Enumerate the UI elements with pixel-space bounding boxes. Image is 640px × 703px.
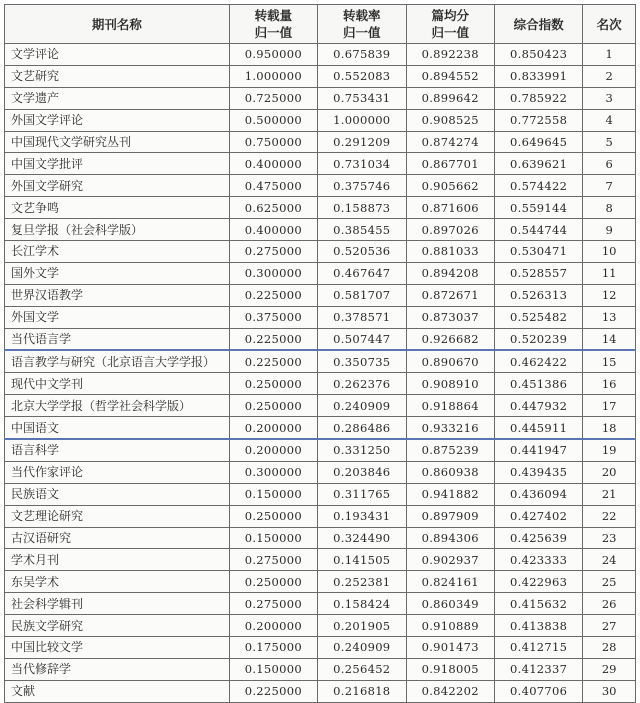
journal-ranking-document — [4, 4, 636, 703]
journal-name-cell: 民族语文 — [5, 483, 230, 505]
table-row — [5, 306, 636, 328]
table-row — [5, 109, 636, 131]
reprint-rate-cell: 1.000000 — [318, 109, 406, 131]
journal-name-cell: 文艺理论研究 — [5, 505, 230, 527]
composite-index-cell: 0.526313 — [494, 284, 582, 306]
rank-cell: 5 — [583, 131, 636, 153]
rank-cell: 18 — [583, 417, 636, 439]
reprint-rate-cell: 0.753431 — [318, 87, 406, 109]
header-reprint-rate-line1: 转载率 — [343, 8, 381, 23]
reprint-count-cell: 0.400000 — [229, 153, 317, 175]
avg-score-cell: 0.899642 — [406, 87, 494, 109]
table-row — [5, 284, 636, 306]
reprint-count-cell: 0.725000 — [229, 87, 317, 109]
rank-cell: 21 — [583, 483, 636, 505]
rank-cell: 17 — [583, 395, 636, 417]
reprint-rate-cell: 0.324490 — [318, 527, 406, 549]
avg-score-cell: 0.894306 — [406, 527, 494, 549]
reprint-count-cell: 0.500000 — [229, 109, 317, 131]
composite-index-cell: 0.525482 — [494, 306, 582, 328]
table-row — [5, 615, 636, 637]
rank-cell: 20 — [583, 461, 636, 483]
rank-cell: 14 — [583, 328, 636, 350]
reprint-count-cell: 0.150000 — [229, 658, 317, 680]
reprint-rate-cell: 0.158424 — [318, 593, 406, 615]
avg-score-cell: 0.890670 — [406, 350, 494, 372]
header-reprint-count-line2: 归一值 — [254, 25, 293, 40]
composite-index-cell: 0.422963 — [494, 571, 582, 593]
rank-cell: 6 — [583, 153, 636, 175]
journal-name-cell: 长江学术 — [5, 241, 230, 263]
avg-score-cell: 0.918005 — [406, 658, 494, 680]
table-row — [5, 241, 636, 263]
composite-index-cell: 0.559144 — [494, 197, 582, 219]
table-row — [5, 483, 636, 505]
journal-name-cell: 文艺争鸣 — [5, 197, 230, 219]
reprint-count-cell: 0.225000 — [229, 284, 317, 306]
rank-cell: 19 — [583, 439, 636, 461]
journal-name-cell: 复旦学报（社会科学版） — [5, 219, 230, 241]
journal-name-cell: 中国文学批评 — [5, 153, 230, 175]
avg-score-cell: 0.875239 — [406, 439, 494, 461]
composite-index-cell: 0.427402 — [494, 505, 582, 527]
composite-index-cell: 0.574422 — [494, 175, 582, 197]
journal-name-cell: 社会科学辑刊 — [5, 593, 230, 615]
header-reprint-count — [229, 5, 317, 44]
table-row — [5, 680, 636, 702]
avg-score-cell: 0.860349 — [406, 593, 494, 615]
journal-name-cell: 古汉语研究 — [5, 527, 230, 549]
rank-cell: 15 — [583, 350, 636, 372]
reprint-count-cell: 0.750000 — [229, 131, 317, 153]
avg-score-cell: 0.908910 — [406, 373, 494, 395]
rank-cell: 13 — [583, 306, 636, 328]
journal-name-cell: 北京大学学报（哲学社会科学版） — [5, 395, 230, 417]
table-row — [5, 44, 636, 66]
table-row — [5, 219, 636, 241]
composite-index-cell: 0.413838 — [494, 615, 582, 637]
table-row — [5, 131, 636, 153]
header-reprint-rate — [318, 5, 406, 44]
reprint-count-cell: 0.250000 — [229, 373, 317, 395]
journal-name-cell: 当代作家评论 — [5, 461, 230, 483]
reprint-count-cell: 0.225000 — [229, 328, 317, 350]
rank-cell: 11 — [583, 262, 636, 284]
reprint-rate-cell: 0.141505 — [318, 549, 406, 571]
header-reprint-rate-line2: 归一值 — [343, 25, 381, 40]
rank-cell: 3 — [583, 87, 636, 109]
journal-name-cell: 文学遗产 — [5, 87, 230, 109]
table-row — [5, 439, 636, 461]
journal-name-cell: 语言教学与研究（北京语言大学学报） — [5, 350, 230, 372]
header-row — [5, 5, 636, 44]
table-row — [5, 175, 636, 197]
reprint-rate-cell: 0.201905 — [318, 615, 406, 637]
reprint-rate-cell: 0.286486 — [318, 417, 406, 439]
composite-index-cell: 0.439435 — [494, 461, 582, 483]
composite-index-cell: 0.436094 — [494, 483, 582, 505]
avg-score-cell: 0.908525 — [406, 109, 494, 131]
reprint-count-cell: 0.275000 — [229, 593, 317, 615]
rank-cell: 26 — [583, 593, 636, 615]
avg-score-cell: 0.892238 — [406, 44, 494, 66]
table-row — [5, 87, 636, 109]
rank-cell: 25 — [583, 571, 636, 593]
reprint-rate-cell: 0.385455 — [318, 219, 406, 241]
rank-cell: 28 — [583, 637, 636, 659]
table-row — [5, 417, 636, 439]
reprint-rate-cell: 0.507447 — [318, 328, 406, 350]
table-row — [5, 153, 636, 175]
reprint-rate-cell: 0.252381 — [318, 571, 406, 593]
composite-index-cell: 0.441947 — [494, 439, 582, 461]
composite-index-cell: 0.462422 — [494, 350, 582, 372]
reprint-count-cell: 0.625000 — [229, 197, 317, 219]
table-row — [5, 373, 636, 395]
avg-score-cell: 0.842202 — [406, 680, 494, 702]
reprint-rate-cell: 0.731034 — [318, 153, 406, 175]
composite-index-cell: 0.425639 — [494, 527, 582, 549]
reprint-count-cell: 0.300000 — [229, 262, 317, 284]
journal-name-cell: 中国比较文学 — [5, 637, 230, 659]
reprint-rate-cell: 0.240909 — [318, 395, 406, 417]
journal-name-cell: 东吴学术 — [5, 571, 230, 593]
journal-ranking-table — [4, 4, 636, 703]
rank-cell: 12 — [583, 284, 636, 306]
reprint-rate-cell: 0.256452 — [318, 658, 406, 680]
table-row — [5, 461, 636, 483]
avg-score-cell: 0.910889 — [406, 615, 494, 637]
journal-name-cell: 当代修辞学 — [5, 658, 230, 680]
journal-name-cell: 文献 — [5, 680, 230, 702]
reprint-count-cell: 0.150000 — [229, 483, 317, 505]
composite-index-cell: 0.520239 — [494, 328, 582, 350]
rank-cell: 23 — [583, 527, 636, 549]
table-row — [5, 262, 636, 284]
table-row — [5, 350, 636, 372]
table-row — [5, 658, 636, 680]
reprint-rate-cell: 0.291209 — [318, 131, 406, 153]
header-avg-score — [406, 5, 494, 44]
avg-score-cell: 0.918864 — [406, 395, 494, 417]
avg-score-cell: 0.824161 — [406, 571, 494, 593]
composite-index-cell: 0.407706 — [494, 680, 582, 702]
table-row — [5, 571, 636, 593]
rank-cell: 2 — [583, 65, 636, 87]
rank-cell: 22 — [583, 505, 636, 527]
reprint-count-cell: 0.250000 — [229, 395, 317, 417]
avg-score-cell: 0.897909 — [406, 505, 494, 527]
rank-cell: 8 — [583, 197, 636, 219]
reprint-rate-cell: 0.193431 — [318, 505, 406, 527]
reprint-rate-cell: 0.520536 — [318, 241, 406, 263]
avg-score-cell: 0.941882 — [406, 483, 494, 505]
journal-name-cell: 现代中文学刊 — [5, 373, 230, 395]
reprint-count-cell: 0.400000 — [229, 219, 317, 241]
reprint-count-cell: 0.475000 — [229, 175, 317, 197]
rank-cell: 1 — [583, 44, 636, 66]
table-row — [5, 593, 636, 615]
avg-score-cell: 0.894208 — [406, 262, 494, 284]
journal-name-cell: 民族文学研究 — [5, 615, 230, 637]
reprint-count-cell: 0.175000 — [229, 637, 317, 659]
composite-index-cell: 0.415632 — [494, 593, 582, 615]
reprint-rate-cell: 0.203846 — [318, 461, 406, 483]
header-journal-name: 期刊名称 — [5, 5, 230, 44]
avg-score-cell: 0.897026 — [406, 219, 494, 241]
avg-score-cell: 0.867701 — [406, 153, 494, 175]
table-row — [5, 549, 636, 571]
header-composite-index: 综合指数 — [494, 5, 582, 44]
reprint-count-cell: 0.200000 — [229, 439, 317, 461]
composite-index-cell: 0.530471 — [494, 241, 582, 263]
table-row — [5, 505, 636, 527]
rank-cell: 9 — [583, 219, 636, 241]
rank-cell: 27 — [583, 615, 636, 637]
table-row — [5, 328, 636, 350]
composite-index-cell: 0.639621 — [494, 153, 582, 175]
journal-name-cell: 中国现代文学研究丛刊 — [5, 131, 230, 153]
table-body — [5, 44, 636, 703]
journal-name-cell: 世界汉语教学 — [5, 284, 230, 306]
composite-index-cell: 0.528557 — [494, 262, 582, 284]
reprint-rate-cell: 0.467647 — [318, 262, 406, 284]
header-rank: 名次 — [583, 5, 636, 44]
composite-index-cell: 0.785922 — [494, 87, 582, 109]
reprint-count-cell: 0.275000 — [229, 549, 317, 571]
composite-index-cell: 0.412337 — [494, 658, 582, 680]
journal-name-cell: 中国语文 — [5, 417, 230, 439]
header-avg-score-line1: 篇均分 — [431, 8, 469, 23]
rank-cell: 30 — [583, 680, 636, 702]
table-row — [5, 395, 636, 417]
reprint-count-cell: 0.950000 — [229, 44, 317, 66]
reprint-rate-cell: 0.158873 — [318, 197, 406, 219]
avg-score-cell: 0.902937 — [406, 549, 494, 571]
avg-score-cell: 0.905662 — [406, 175, 494, 197]
reprint-count-cell: 0.225000 — [229, 680, 317, 702]
composite-index-cell: 0.649645 — [494, 131, 582, 153]
avg-score-cell: 0.871606 — [406, 197, 494, 219]
rank-cell: 7 — [583, 175, 636, 197]
reprint-rate-cell: 0.675839 — [318, 44, 406, 66]
avg-score-cell: 0.874274 — [406, 131, 494, 153]
reprint-count-cell: 0.300000 — [229, 461, 317, 483]
journal-name-cell: 语言科学 — [5, 439, 230, 461]
composite-index-cell: 0.412715 — [494, 637, 582, 659]
composite-index-cell: 0.772558 — [494, 109, 582, 131]
reprint-rate-cell: 0.262376 — [318, 373, 406, 395]
journal-name-cell: 学术月刊 — [5, 549, 230, 571]
composite-index-cell: 0.447932 — [494, 395, 582, 417]
reprint-count-cell: 0.250000 — [229, 505, 317, 527]
reprint-rate-cell: 0.216818 — [318, 680, 406, 702]
composite-index-cell: 0.833991 — [494, 65, 582, 87]
rank-cell: 29 — [583, 658, 636, 680]
reprint-rate-cell: 0.378571 — [318, 306, 406, 328]
journal-name-cell: 外国文学评论 — [5, 109, 230, 131]
rank-cell: 24 — [583, 549, 636, 571]
avg-score-cell: 0.933216 — [406, 417, 494, 439]
journal-name-cell: 文学评论 — [5, 44, 230, 66]
composite-index-cell: 0.850423 — [494, 44, 582, 66]
composite-index-cell: 0.445911 — [494, 417, 582, 439]
reprint-rate-cell: 0.240909 — [318, 637, 406, 659]
reprint-count-cell: 1.000000 — [229, 65, 317, 87]
reprint-rate-cell: 0.350735 — [318, 350, 406, 372]
rank-cell: 16 — [583, 373, 636, 395]
reprint-count-cell: 0.150000 — [229, 527, 317, 549]
reprint-count-cell: 0.275000 — [229, 241, 317, 263]
journal-name-cell: 外国文学 — [5, 306, 230, 328]
header-avg-score-line2: 归一值 — [431, 25, 469, 40]
table-header — [5, 5, 636, 44]
journal-name-cell: 外国文学研究 — [5, 175, 230, 197]
reprint-rate-cell: 0.581707 — [318, 284, 406, 306]
reprint-count-cell: 0.200000 — [229, 615, 317, 637]
avg-score-cell: 0.881033 — [406, 241, 494, 263]
table-row — [5, 65, 636, 87]
composite-index-cell: 0.544744 — [494, 219, 582, 241]
reprint-rate-cell: 0.331250 — [318, 439, 406, 461]
avg-score-cell: 0.860938 — [406, 461, 494, 483]
reprint-rate-cell: 0.552083 — [318, 65, 406, 87]
avg-score-cell: 0.873037 — [406, 306, 494, 328]
composite-index-cell: 0.423333 — [494, 549, 582, 571]
reprint-count-cell: 0.200000 — [229, 417, 317, 439]
table-row — [5, 527, 636, 549]
table-row — [5, 637, 636, 659]
avg-score-cell: 0.872671 — [406, 284, 494, 306]
avg-score-cell: 0.926682 — [406, 328, 494, 350]
reprint-rate-cell: 0.375746 — [318, 175, 406, 197]
reprint-rate-cell: 0.311765 — [318, 483, 406, 505]
reprint-count-cell: 0.250000 — [229, 571, 317, 593]
journal-name-cell: 文艺研究 — [5, 65, 230, 87]
reprint-count-cell: 0.375000 — [229, 306, 317, 328]
composite-index-cell: 0.451386 — [494, 373, 582, 395]
rank-cell: 10 — [583, 241, 636, 263]
avg-score-cell: 0.894552 — [406, 65, 494, 87]
journal-name-cell: 国外文学 — [5, 262, 230, 284]
header-reprint-count-line1: 转载量 — [254, 8, 293, 23]
reprint-count-cell: 0.225000 — [229, 350, 317, 372]
rank-cell: 4 — [583, 109, 636, 131]
table-row — [5, 197, 636, 219]
journal-name-cell: 当代语言学 — [5, 328, 230, 350]
avg-score-cell: 0.901473 — [406, 637, 494, 659]
